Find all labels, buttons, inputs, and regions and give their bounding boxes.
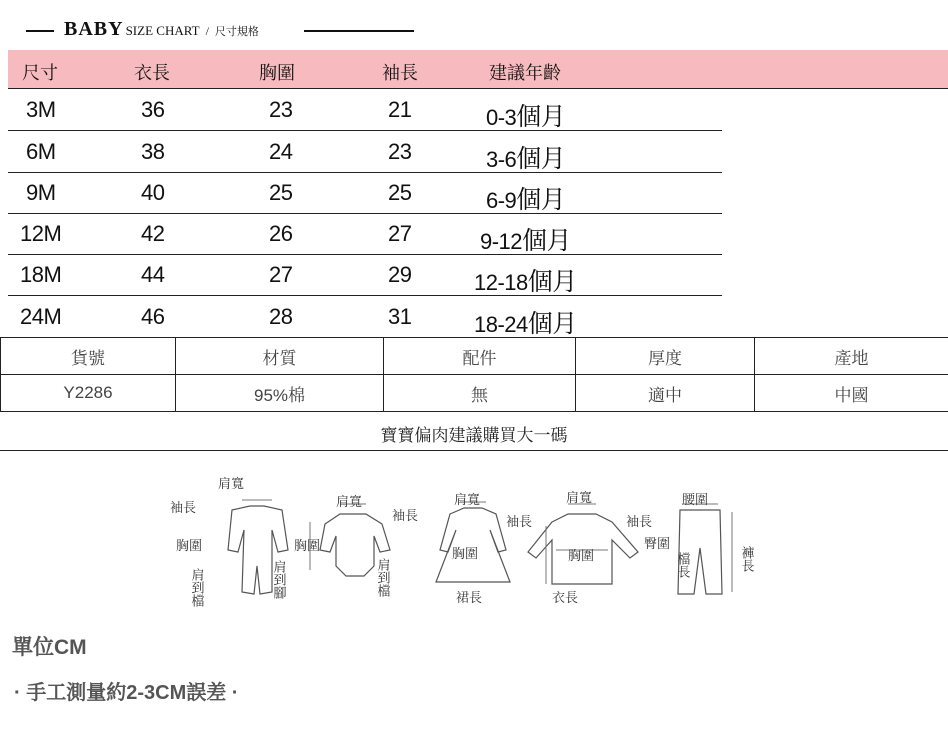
pants-waist-label: 腰圍 [682,493,709,508]
cell-age [486,139,565,175]
info-header-accessory: 配件 [384,338,576,375]
cell-age-range: 6-9 [486,188,517,213]
cell-chest: 24 [269,139,293,164]
cell-age-unit: 個月 [516,145,566,173]
size-row [8,172,722,214]
cell-sleeve: 23 [388,139,412,164]
cell-chest: 26 [269,221,293,246]
cell-chest: 28 [269,304,293,329]
heading-cn: 尺寸規格 [214,25,259,38]
product-info-header-row [1,338,948,375]
measurement-diagram [160,470,770,618]
top-shoulder-label: 肩寬 [566,491,593,506]
chart-heading [0,14,948,44]
header-age: 建議年齡 [489,63,561,83]
cell-length: 42 [141,221,165,246]
info-accessory: 無 [384,375,576,412]
heading-rule-left [26,30,54,32]
top-length-label: 衣長 [552,591,579,606]
info-material: 95%棉 [176,375,384,412]
cell-age [474,262,577,298]
cell-chest: 25 [269,180,293,205]
romper-chest-label: 胸圍 [176,539,203,554]
cell-length: 40 [141,180,165,205]
cell-size: 9M [26,180,56,205]
header-size: 尺寸 [22,63,58,83]
bodysuit-shoulder-crotch-label: 肩到檔 [374,558,390,597]
info-item-no: Y2286 [1,375,176,412]
cell-age-unit: 個月 [516,186,566,214]
cell-age [486,97,565,133]
pants-hip-label: 臀圍 [644,537,671,552]
heading-chart: SIZE CHART [125,23,200,38]
info-origin: 中國 [755,375,948,412]
cell-size: 24M [20,304,62,329]
cell-age-unit: 個月 [527,268,577,296]
cell-sleeve: 29 [388,262,412,287]
info-header-thickness: 厚度 [576,338,755,375]
dress-sleeve-label: 袖長 [506,515,533,530]
cell-length: 46 [141,304,165,329]
cell-age-range: 18-24 [474,312,528,337]
size-advice-note [0,412,948,451]
cell-size: 6M [26,139,56,164]
cell-age [474,304,577,340]
cell-length: 38 [141,139,165,164]
cell-sleeve: 21 [388,97,412,122]
bodysuit-shoulder-label: 肩寬 [336,495,363,510]
cell-age-range: 12-18 [474,270,528,295]
cell-sleeve: 27 [388,221,412,246]
cell-age-unit: 個月 [516,103,566,131]
cell-age [480,221,571,257]
measurement-diagram-svg [160,470,770,618]
heading-rule-right [304,30,414,32]
cell-age-unit: 個月 [527,310,577,338]
pants-length-label: 褲長 [738,546,754,572]
heading-separator: / [205,24,209,38]
cell-age-range: 0-3 [486,105,517,130]
header-length: 衣長 [134,63,170,83]
cell-age-range: 3-6 [486,147,517,172]
cell-age-unit: 個月 [522,227,572,255]
top-sleeve-label: 袖長 [626,515,653,530]
cell-age-range: 9-12 [480,229,523,254]
heading-title [64,18,259,41]
dress-shoulder-label: 肩寬 [454,493,481,508]
size-row [8,89,722,131]
unit-label: 單位CM [12,636,87,659]
dress-outline [436,508,510,582]
top-chest-label: 胸圍 [568,549,595,564]
info-header-material: 材質 [176,338,384,375]
info-header-origin: 產地 [755,338,948,375]
measurement-error-label: · 手工測量約2-3CM誤差 · [14,682,239,704]
romper-shoulder-foot-label: 肩到腳 [270,560,286,599]
cell-size: 3M [26,97,56,122]
pants-rise-label: 檔長 [674,552,690,578]
romper-shoulder-label: 肩寬 [218,477,245,492]
header-chest: 胸圍 [259,63,295,83]
bodysuit-chest-label: 胸圍 [294,539,321,554]
size-table-header [8,50,948,88]
romper-sleeve-label: 袖長 [170,501,197,516]
heading-brand: BABY [64,18,124,40]
cell-size: 12M [20,221,62,246]
cell-sleeve: 31 [388,304,412,329]
bodysuit-sleeve-label: 袖長 [392,509,419,524]
product-info-value-row [1,375,948,412]
header-sleeve: 袖長 [382,63,418,83]
size-row [8,254,722,296]
product-info-table [0,337,948,412]
dress-chest-label: 胸圍 [452,547,479,562]
size-row [8,296,722,338]
cell-length: 36 [141,97,165,122]
info-thickness: 適中 [576,375,755,412]
cell-length: 44 [141,262,165,287]
cell-size: 18M [20,262,62,287]
romper-shoulder-crotch-label: 肩到檔 [188,568,204,607]
cell-sleeve: 25 [388,180,412,205]
cell-chest: 23 [269,97,293,122]
info-header-item-no: 貨號 [1,338,176,375]
size-advice-text: 寶寶偏肉建議購買大一碼 [380,426,568,445]
size-row [8,131,722,173]
cell-age [486,180,565,216]
dress-skirt-label: 裙長 [456,591,483,606]
cell-chest: 27 [269,262,293,287]
size-row [8,213,722,255]
